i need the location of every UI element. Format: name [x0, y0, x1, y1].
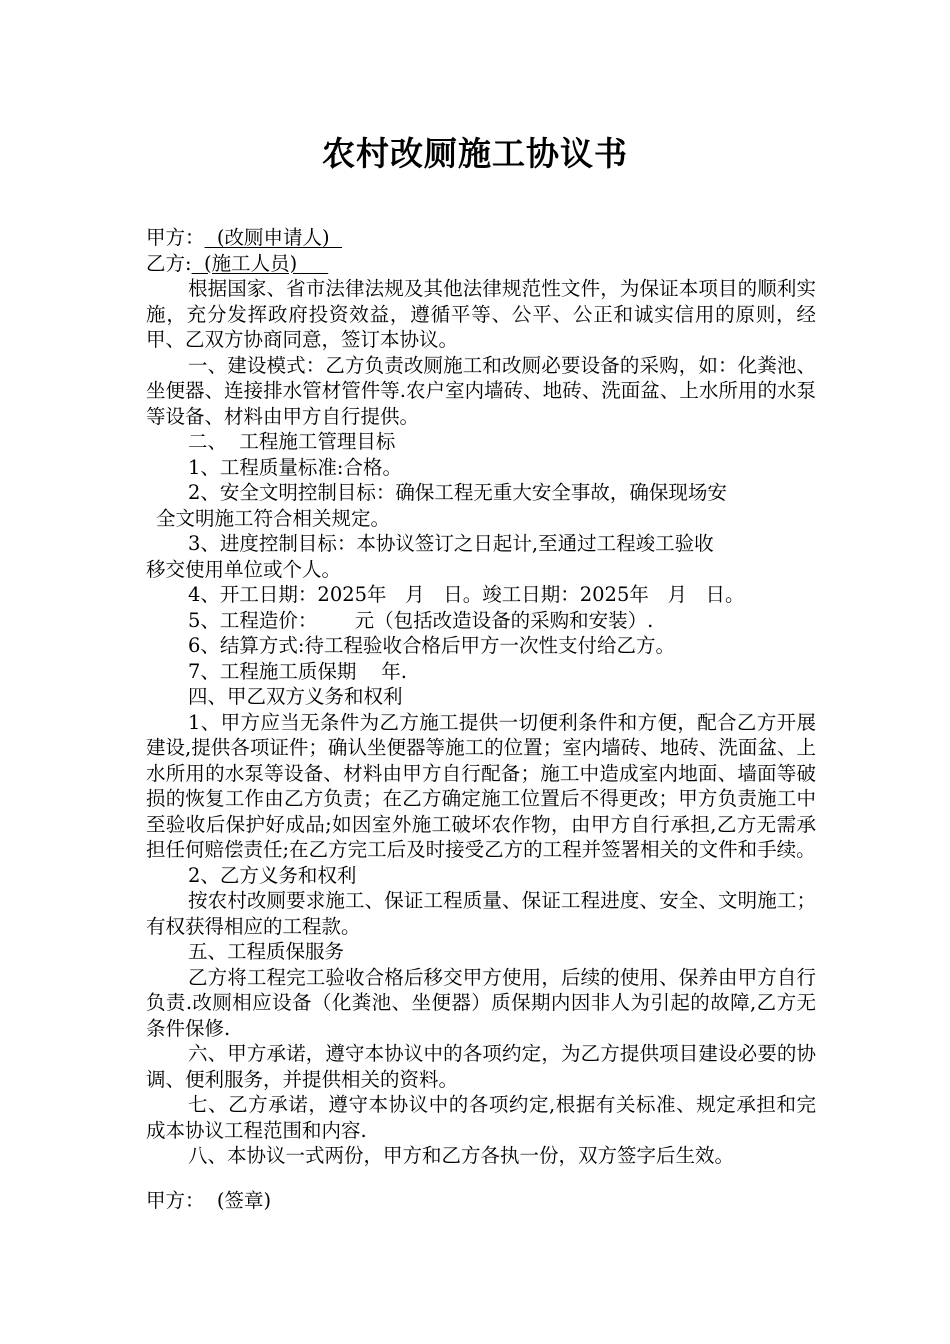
section-7-paragraph: 七、乙方承诺，遵守本协议中的各项约定,根据有关标准、规定承担和完成本协议工程范围和内容. — [146, 1093, 816, 1142]
warranty-period-item: 7、工程施工质保期 年. — [188, 659, 407, 683]
party-b-obligations-paragraph: 按农村改厕要求施工、保证工程质量、保证工程进度、安全、文明施工；有权获得相应的工程款。 — [146, 889, 816, 938]
safety-target-continuation: 全文明施工符合相关规定。 — [156, 506, 391, 530]
section-4-heading: 四、甲乙双方义务和权利 — [188, 685, 403, 708]
warranty-service-paragraph: 乙方将工程完工验收合格后移交甲方使用，后续的使用、保养由甲方自行负责.改厕相应设备（化粪池、坐便器）质保期内因非人为引起的故障,乙方无条件保修. — [146, 965, 816, 1040]
intro-paragraph: 根据国家、省市法律法规及其他法律规范性文件，为保证本项目的顺利实施，充分发挥政府投资效益，遵循平等、公平、公正和诚实信用的原则，经甲、乙双方协商同意，签订本协议。 — [146, 277, 816, 351]
safety-target-item: 2、安全文明控制目标：确保工程无重大安全事故，确保现场安 — [188, 481, 727, 504]
party-b-value: (施工人员) — [191, 251, 329, 275]
party-b-obligations-heading: 2、乙方义务和权利 — [188, 863, 357, 887]
dates-item: 4、开工日期：2025年 月 日。竣工日期：2025年 月 日。 — [188, 583, 745, 606]
schedule-target-continuation: 移交使用单位或个人。 — [146, 557, 342, 581]
section-5-heading: 五、工程质保服务 — [188, 940, 345, 963]
section-8-paragraph: 八、本协议一式两份，甲方和乙方各执一份，双方签字后生效。 — [188, 1144, 735, 1167]
schedule-target-item: 3、进度控制目标：本协议签订之日起计,至通过工程竣工验收 — [188, 532, 714, 555]
price-item: 5、工程造价： 元（包括改造设备的采购和安装）. — [188, 608, 654, 632]
party-b-line — [146, 251, 816, 277]
signature-line — [146, 1188, 816, 1214]
section-6-paragraph: 六、甲方承诺，遵守本协议中的各项约定，为乙方提供项目建设必要的协调、便利服务，并提供相关的资料。 — [146, 1042, 816, 1091]
party-a-line — [146, 225, 816, 251]
party-a-obligations-paragraph: 1、甲方应当无条件为乙方施工提供一切便利条件和方便，配合乙方开展建设,提供各项证件；确认坐便器等施工的位置；室内墙砖、地砖、洗面盆、上水所用的水泵等设备、材料由甲方自行配备；施工中造成室内地面、墙面等破损的恢复工作由乙方负责；在乙方确定施工位置后不得更改；甲方负责施工中至验收后保护好成品;如因室外施工破坏农作物，由甲方自行承担,乙方无需承担任何赔偿责任;在乙方完工后及时接受乙方的工程并签署相关的文件和手续。 — [146, 710, 816, 861]
section-2-heading: 二、 工程施工管理目标 — [188, 430, 396, 453]
section-1-paragraph: 一、建设模式：乙方负责改厕施工和改厕必要设备的采购，如：化粪池、坐便器、连接排水管材管件等.农户室内墙砖、地砖、洗面盆、上水所用的水泵等设备、材料由甲方自行提供。 — [146, 353, 816, 428]
signature-label: 甲方： — [146, 1188, 205, 1212]
party-b-label: 乙方: — [146, 251, 192, 275]
document-title: 农村改厕施工协议书 — [322, 134, 628, 173]
party-a-value: (改厕申请人) — [204, 226, 343, 249]
document-body — [146, 225, 816, 1213]
party-a-label: 甲方： — [146, 226, 205, 249]
settlement-item: 6、结算方式:待工程验收合格后甲方一次性支付给乙方。 — [188, 634, 675, 657]
quality-standard-item: 1、工程质量标准:合格。 — [188, 455, 402, 479]
signature-stamp: (签章) — [204, 1188, 272, 1212]
